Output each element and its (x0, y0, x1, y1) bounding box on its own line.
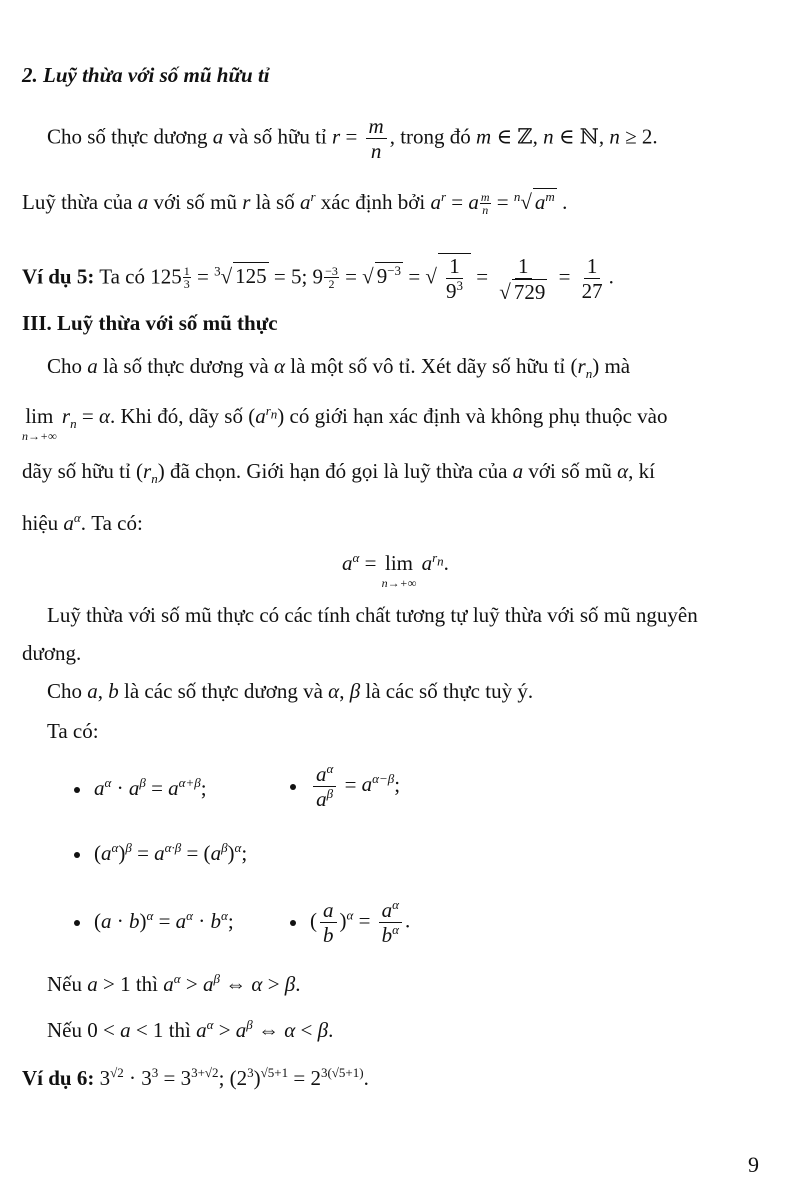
paragraph-real-3: dãy số hữu tỉ $(r_n)$ đã chọn. Giới hạn đó gọi là luỹ thừa của a với số mũ α, kí (22, 459, 655, 487)
property-product: $a^\alpha \cdot a^\beta = a^{\alpha+\beta}$; (74, 775, 207, 801)
bullet-icon (74, 920, 80, 926)
example-6: Ví dụ 6: $3^{√2} \cdot 3^3 = 3^{3+√2}$; $(2^3)^{√5+1} = 2^{3(√5+1)}$. (22, 1065, 369, 1090)
bullet-icon (290, 784, 296, 790)
comparison-1: Nếu a > 1 thì $a^\alpha > a^\beta$ ⇔ α > β. (47, 971, 301, 996)
property-product-power: $(a \cdot b)^\alpha = a^\alpha \cdot b^\alpha$; (74, 908, 234, 934)
paragraph-real-2: lim n→+∞ $r_n = \alpha$. Khi đó, dãy số $(a^{r_n})$ có giới hạn xác định và không phụ thuộc vào (22, 403, 668, 443)
example-5: Ví dụ 5: Ta có 125 $\frac{1}{3}$ = $^3$√ 125 = 5; 9 $\frac{-3}{2}$ = √ $9^{-3}$ = √ $\frac{1}{9^3}$ = $\frac{1}{√ 729}$ = $\frac{1}{27}$ . (22, 253, 614, 304)
paragraph-properties-2: dương. (22, 641, 82, 665)
bullet-icon (74, 787, 80, 793)
paragraph-properties-3: Cho a, b là các số thực dương và α, β là các số thực tuỳ ý. (47, 679, 534, 703)
paragraph-properties-4: Ta có: (47, 719, 99, 743)
page-number: 9 (748, 1152, 759, 1177)
bullet-icon (290, 920, 296, 926)
property-quotient-power: ( $\frac{a}{b}$ )$^\alpha$ = $\frac{a^\alpha}{b^\alpha}$ . (290, 898, 410, 947)
paragraph-real-4: hiệu $a^\alpha$. Ta có: (22, 510, 143, 535)
comparison-2: Nếu 0 < a < 1 thì $a^\alpha > a^\beta$ ⇔ α < β. (47, 1017, 334, 1042)
section-3-title: III. Luỹ thừa với số mũ thực (22, 311, 278, 335)
paragraph-rational-exponent: Cho số thực dương a và số hữu tỉ r = $\frac{m}{n}$ , trong đó m ∈ ℤ, n ∈ ℕ, n ≥ 2. (47, 114, 658, 163)
section-2-title: 2. Luỹ thừa với số mũ hữu tỉ (22, 63, 270, 87)
paragraph-real-1: Cho a là số thực dương và α là một số vô tỉ. Xét dãy số hữu tỉ $(r_n)$ mà (47, 354, 631, 382)
bullet-icon (74, 852, 80, 858)
property-quotient: $\frac{a^\alpha}{a^\beta}$ = $a^{\alpha-\beta}$; (290, 762, 400, 811)
formula-real-limit: $a^\alpha$ = lim n→+∞ $a^{r_n}$. (342, 550, 449, 590)
paragraph-properties-1: Luỹ thừa với số mũ thực có các tính chất tương tự luỹ thừa với số mũ nguyên (47, 603, 698, 627)
property-power: $(a^\alpha)^\beta = a^{\alpha\cdot\beta} = (a^\beta)^\alpha$; (74, 840, 247, 866)
paragraph-rational-definition: Luỹ thừa của a với số mũ r là số $a^r$ xác định bởi $a^r = a$ $\frac{m}{n}$ = $^n$√ $a^m$ . (22, 189, 568, 217)
